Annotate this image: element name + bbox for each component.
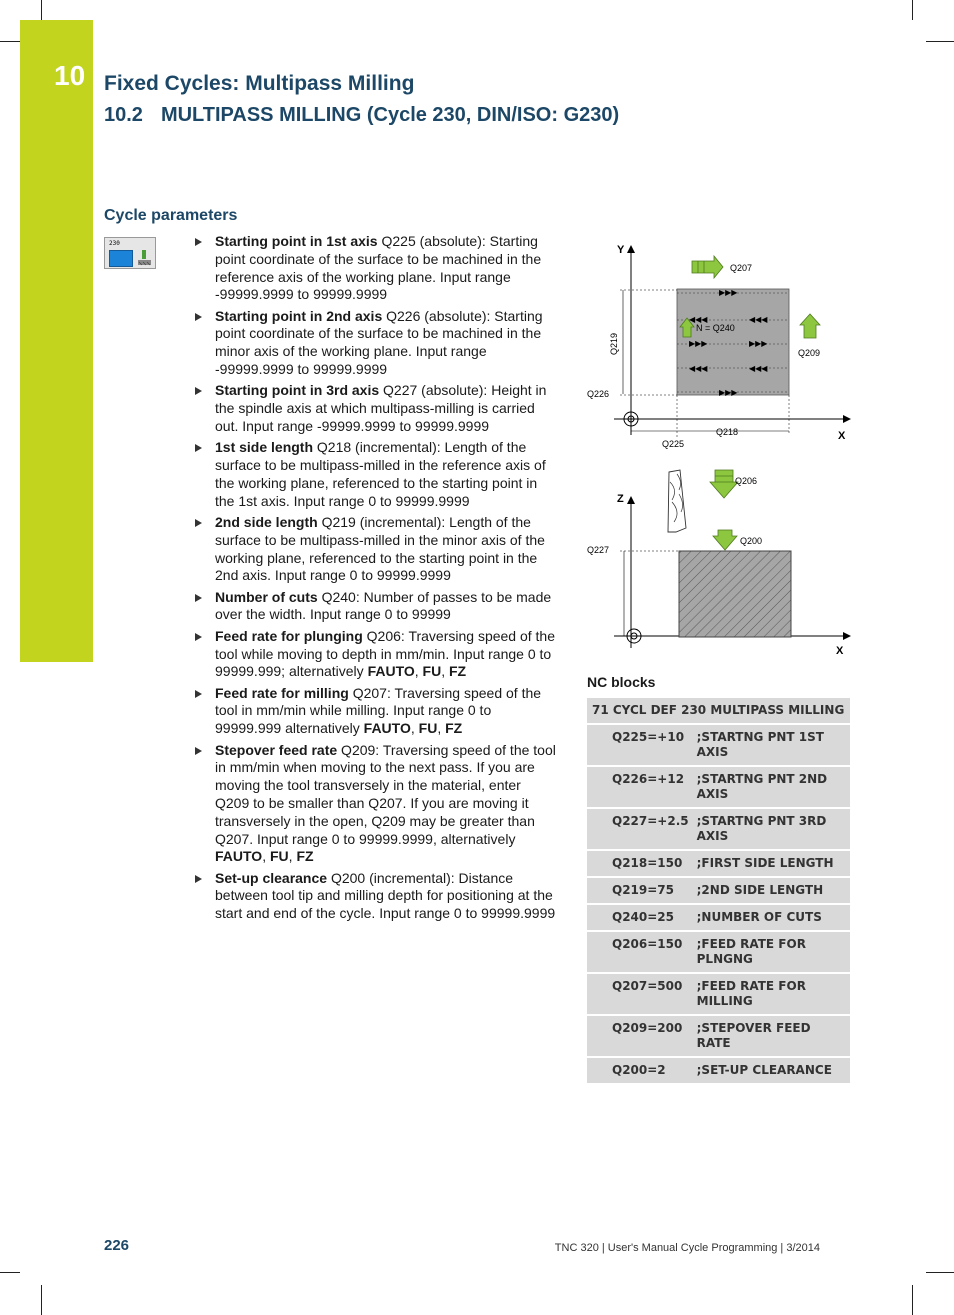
bullet-arrow-icon [195, 387, 202, 395]
parameter-description: Q227 (absolute): Height in the spindle axis at which multipass-milling is carried out. Input range -99999.9999 to 99999.9999 [215, 382, 547, 434]
q206-label: Q206 [735, 476, 758, 486]
spindle-axis-figure [584, 460, 854, 660]
parameter-item [194, 514, 556, 585]
parameter-name: Number of cuts [215, 588, 318, 605]
parameter-description: Q219 (incremental): Length of the surface to be multipass-milled in the minor axis of the working plane, referenced to the starting point in the 2nd axis. Input range 0 to 99999.9999 [215, 513, 545, 584]
q206-arrow-icon [710, 470, 738, 498]
parameter-name: 1st side length [215, 439, 314, 456]
nc-param: Q209=200 [587, 1015, 693, 1057]
bullet-arrow-icon [195, 633, 202, 641]
nc-comment: ;FIRST SIDE LENGTH [693, 850, 850, 877]
softkey-label: 230 [109, 240, 120, 247]
q226-label: Q226 [587, 389, 610, 399]
nc-comment: ;NUMBER OF CUTS [693, 904, 850, 931]
alt-fz: FZ [449, 663, 467, 680]
bullet-arrow-icon [195, 313, 202, 321]
milling-cutter-icon [668, 470, 686, 532]
nc-row [587, 808, 850, 850]
nc-row [587, 1057, 850, 1083]
parameter-description: Q240: Number of passes to be made over the width. Input range 0 to 99999 [215, 588, 552, 623]
workpiece-section [679, 551, 791, 637]
nc-param: Q207=500 [587, 973, 693, 1015]
separator: , [410, 720, 419, 737]
page-number: 226 [104, 1237, 130, 1254]
svg-text:▶▶▶: ▶▶▶ [689, 339, 708, 348]
parameter-description: Q226 (absolute): Starting point coordinate of the surface to be machined in the minor axis of the working plane. Input range -99999.9999 to 99999.9999 [215, 307, 543, 378]
q209-label: Q209 [798, 348, 821, 358]
parameter-description: Q218 (incremental): Length of the surface to be multipass-milled in the reference axis of the working plane, referenced to the starting point in the 1st axis. Input range 0 to 99999.9999 [215, 439, 546, 509]
parameter-name: Stepover feed rate [215, 741, 338, 758]
q227-label: Q227 [587, 545, 610, 555]
separator: , [437, 720, 446, 737]
crop-mark [41, 1285, 42, 1315]
nc-blocks-heading: NC blocks [587, 674, 656, 690]
parameter-description: Q200 (incremental): Distance between tool tip and milling depth for positioning at the start and end of the cycle. Input range 0 to 99999.9999 [215, 869, 556, 922]
nc-row [587, 904, 850, 931]
bullet-arrow-icon [195, 747, 202, 755]
nc-param: Q200=2 [587, 1057, 693, 1083]
bullet-arrow-icon [195, 594, 202, 602]
softkey-blue-rect [109, 250, 133, 267]
footer-text: TNC 320 | User's Manual Cycle Programming | 3/2014 [554, 1242, 820, 1254]
nc-comment: ;STARTNG PNT 2ND AXIS [693, 766, 850, 808]
nc-param: Q227=+2.5 [587, 808, 693, 850]
alt-fu: FU [418, 720, 438, 737]
nc-param: Q206=150 [587, 931, 693, 973]
milling-tool-icon [137, 248, 152, 266]
nc-blocks-table [587, 696, 850, 1083]
parameter-list [194, 233, 556, 926]
svg-text:▶▶▶: ▶▶▶ [719, 388, 738, 397]
svg-text:◀◀◀: ◀◀◀ [689, 315, 708, 324]
chapter-title: Fixed Cycles: Multipass Milling [104, 72, 415, 95]
cycle-parameters-heading: Cycle parameters [104, 207, 238, 224]
parameter-name: Set-up clearance [215, 869, 328, 886]
nc-cycle-definition: 71 CYCL DEF 230 MULTIPASS MILLING [587, 697, 850, 724]
z-axis-label: Z [617, 493, 624, 505]
chapter-tab [20, 20, 93, 662]
alt-fauto: FAUTO [215, 848, 263, 865]
nc-comment: ;STEPOVER FEED RATE [693, 1015, 850, 1057]
parameter-name: Starting point in 2nd axis [215, 307, 383, 324]
q200-label: Q200 [740, 536, 763, 546]
nc-param: Q218=150 [587, 850, 693, 877]
parameter-description: Q207: Traversing speed of the tool in mm/min while milling. Input range 0 to 99999.999 alternatively [215, 684, 542, 737]
nc-comment: ;FEED RATE FOR MILLING [693, 973, 850, 1015]
parameter-item [194, 308, 556, 379]
parameter-name: Feed rate for plunging [215, 627, 363, 644]
parameter-item [194, 628, 556, 681]
nc-comment: ;STARTNG PNT 1ST AXIS [693, 724, 850, 766]
bullet-arrow-icon [195, 875, 202, 883]
working-plane-figure [584, 238, 854, 449]
svg-text:◀◀◀: ◀◀◀ [689, 364, 708, 373]
cycle-softkey[interactable] [104, 237, 156, 269]
parameter-item [194, 870, 556, 923]
svg-text:◀◀◀: ◀◀◀ [749, 315, 768, 324]
svg-text:▶▶▶: ▶▶▶ [749, 339, 768, 348]
nc-comment: ;2ND SIDE LENGTH [693, 877, 850, 904]
chapter-number: 10 [54, 60, 86, 91]
parameter-item [194, 742, 556, 867]
q209-arrow-icon [800, 314, 820, 338]
nc-row [587, 877, 850, 904]
parameter-name: Starting point in 3rd axis [215, 382, 380, 399]
parameter-name: 2nd side length [215, 513, 318, 530]
section-title [104, 104, 619, 127]
alt-fauto: FAUTO [363, 720, 411, 737]
q240-label: N = Q240 [696, 323, 735, 333]
parameter-name: Feed rate for milling [215, 684, 349, 701]
q207-arrow-icon [692, 256, 723, 278]
crop-mark [912, 0, 913, 20]
parameter-item [194, 382, 556, 435]
nc-comment: ;SET-UP CLEARANCE [693, 1057, 850, 1083]
svg-text:◀◀◀: ◀◀◀ [749, 364, 768, 373]
parameter-item [194, 685, 556, 738]
nc-param: Q226=+12 [587, 766, 693, 808]
crop-mark [0, 1272, 20, 1273]
nc-param: Q219=75 [587, 877, 693, 904]
bullet-arrow-icon [195, 690, 202, 698]
section-title-text: MULTIPASS MILLING (Cycle 230, DIN/ISO: G230) [160, 104, 620, 126]
parameter-item [194, 589, 556, 625]
separator: , [414, 663, 423, 680]
alt-fu: FU [422, 663, 442, 680]
alt-fz: FZ [445, 720, 463, 737]
crop-mark [912, 1285, 913, 1315]
alt-fauto: FAUTO [367, 663, 415, 680]
nc-row [587, 724, 850, 766]
bullet-arrow-icon [195, 444, 202, 452]
x-axis-label-bottom: X [836, 645, 844, 657]
bullet-arrow-icon [195, 519, 202, 527]
nc-comment: ;FEED RATE FOR PLNGNG [693, 931, 850, 973]
parameter-item [194, 233, 556, 304]
separator: , [262, 848, 270, 865]
nc-row [587, 973, 850, 1015]
x-axis-label-top: X [838, 430, 846, 442]
section-number: 10.2 [104, 104, 143, 126]
separator: , [441, 663, 449, 680]
y-axis-label: Y [617, 244, 625, 256]
alt-fu: FU [269, 848, 289, 865]
parameter-description: Q206: Traversing speed of the tool while moving to depth in mm/min. Input range 0 to 99999.999; alternatively [215, 627, 556, 680]
nc-row [587, 931, 850, 973]
parameter-name: Starting point in 1st axis [215, 233, 378, 249]
svg-text:▶▶▶: ▶▶▶ [719, 288, 738, 297]
nc-comment: ;STARTNG PNT 3RD AXIS [693, 808, 850, 850]
q200-arrow-icon [713, 530, 737, 550]
q207-label: Q207 [730, 263, 753, 273]
parameter-description: Q225 (absolute): Starting point coordinate of the surface to be machined in the reference axis of the working plane. Input range -99999.9999 to 99999.9999 [215, 233, 542, 303]
parameter-description: Q209: Traversing speed of the tool in mm/min when moving to the next pass. If you are moving the tool transversely in the material, enter Q209 to be smaller than Q207. If you are moving it transversely in the open, Q209 may be greater than Q207. Input range 0 to 99999.9999, alternatively [215, 741, 556, 847]
nc-header-row [587, 697, 850, 724]
separator: , [288, 848, 297, 865]
crop-mark [926, 1272, 954, 1273]
nc-row [587, 766, 850, 808]
bullet-arrow-icon [195, 238, 202, 246]
alt-fz: FZ [296, 848, 314, 865]
nc-row [587, 1015, 850, 1057]
crop-mark [0, 41, 20, 42]
parameter-item [194, 439, 556, 510]
crop-mark [926, 41, 954, 42]
q218-label: Q218 [716, 427, 739, 437]
q219-label: Q219 [609, 332, 619, 355]
crop-mark [41, 0, 42, 20]
q225-label: Q225 [662, 439, 685, 449]
nc-param: Q240=25 [587, 904, 693, 931]
nc-row [587, 850, 850, 877]
nc-param: Q225=+10 [587, 724, 693, 766]
